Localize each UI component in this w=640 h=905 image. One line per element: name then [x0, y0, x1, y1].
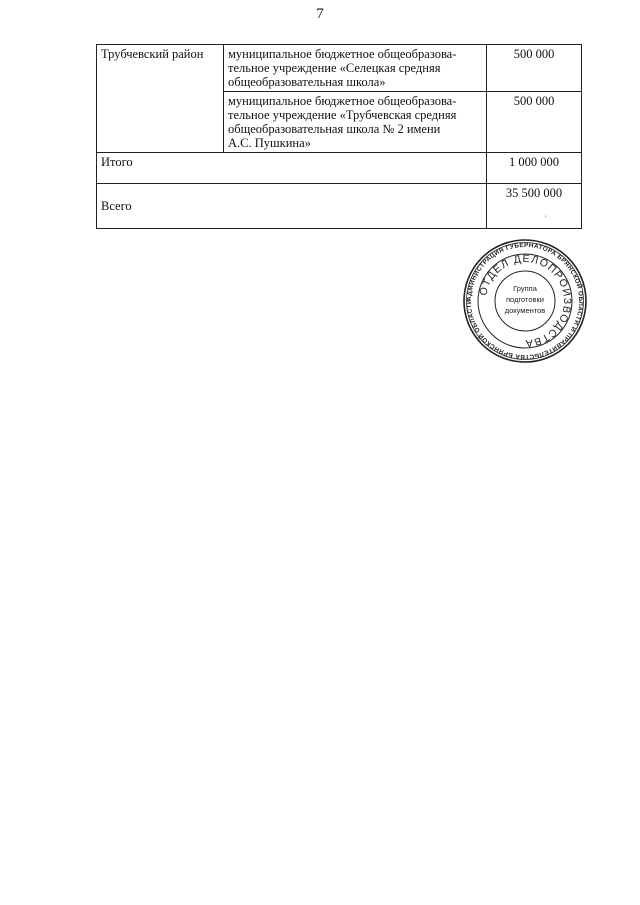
stamp-seal-icon — [462, 238, 588, 364]
institution-line: общеобразовательная школа» — [228, 75, 386, 89]
institution-cell — [224, 45, 487, 92]
stamp-outer-text: АДМИНИСТРАЦИЯ ГУБЕРНАТОРА БРЯНСКОЙ ОБЛАСТИ И ПРАВИТЕЛЬСТВА БРЯНСКОЙ ОБЛАСТИ — [465, 241, 585, 361]
institution-line: А.С. Пушкина» — [228, 136, 311, 150]
table-row — [97, 45, 582, 92]
allocation-table — [96, 44, 582, 229]
institution-line: общеобразовательная школа № 2 имени — [228, 122, 441, 136]
institution-line: муниципальное бюджетное общеобразова- — [228, 94, 457, 108]
institution-line: тельное учреждение «Трубчевская средняя — [228, 108, 457, 122]
institution-cell — [224, 92, 487, 153]
institution-line: тельное учреждение «Селецкая средняя — [228, 61, 441, 75]
office-stamp — [462, 238, 588, 364]
page-number: 7 — [316, 6, 324, 22]
stamp-inner-text: ОТДЕЛ ДЕЛОПРОИЗВОДСТВА — [477, 252, 574, 350]
subtotal-row — [97, 153, 582, 184]
subtotal-amount: 1 000 000 — [487, 153, 582, 184]
institution-line: муниципальное бюджетное общеобразова- — [228, 47, 457, 61]
scan-mark: ' — [545, 214, 547, 224]
district-cell: Трубчевский район — [97, 45, 224, 153]
stamp-center-line: подготовки — [506, 295, 544, 304]
total-amount: 35 500 000 — [487, 184, 582, 229]
amount-cell: 500 000 — [487, 45, 582, 92]
total-row — [97, 184, 582, 229]
total-label: Всего — [97, 184, 487, 229]
subtotal-label: Итого — [97, 153, 487, 184]
stamp-center-line: документов — [504, 306, 546, 315]
stamp-center-line: Группа — [513, 284, 537, 293]
amount-cell: 500 000 — [487, 92, 582, 153]
